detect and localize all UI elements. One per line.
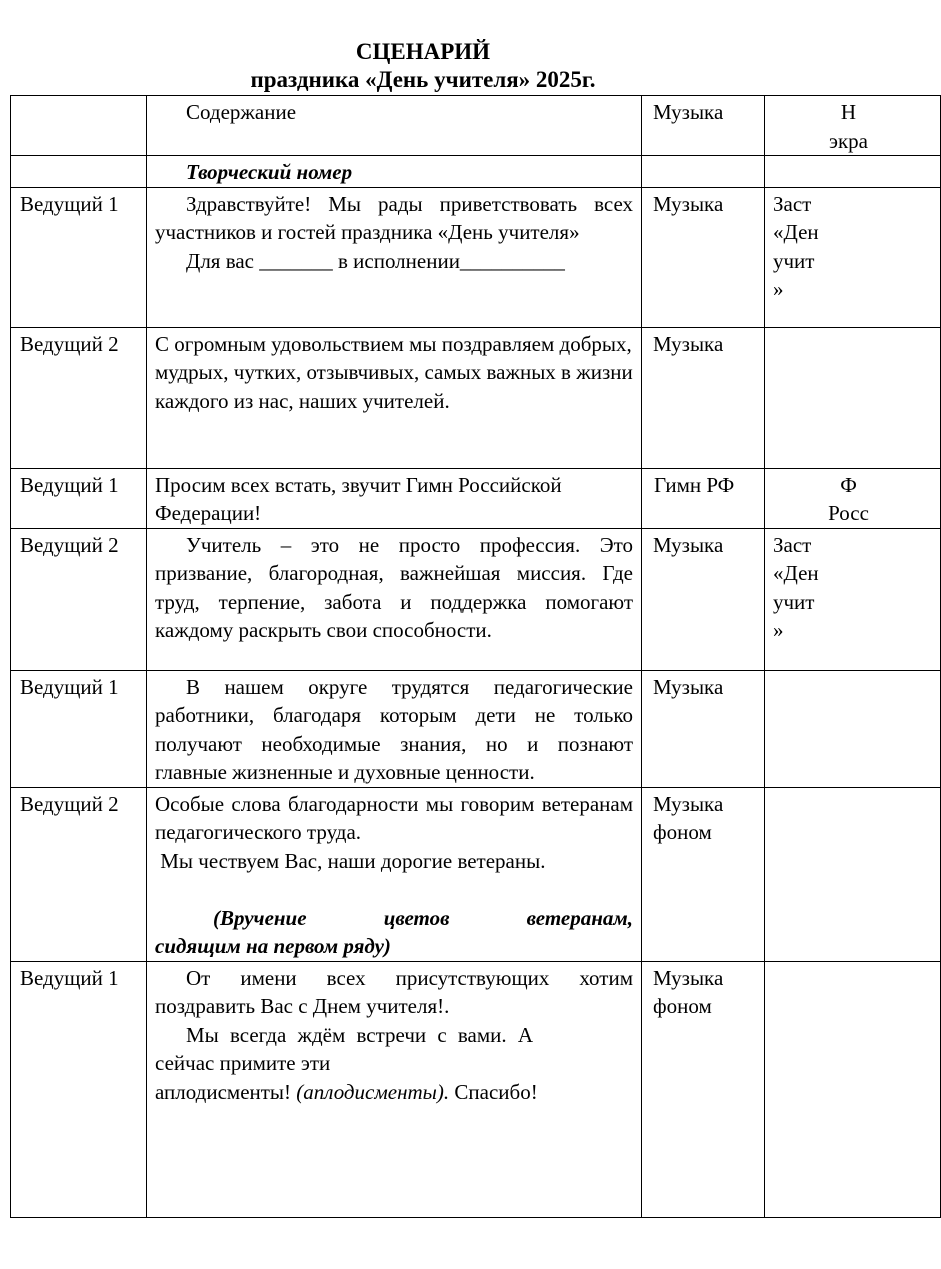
content-text: Спасибо! [454, 1079, 538, 1104]
section-row [11, 156, 941, 188]
header-music-cell: Музыка [642, 96, 765, 156]
content-paragraph: В нашем округе трудятся педагогические работники, благодаря которым дети не только получают необходимые знания, но и познают главные жизненные и духовные ценности. [155, 674, 633, 784]
content-paragraph: Мы всегда ждём встречи с вами. А сейчас примите эти [155, 1022, 533, 1075]
content-paragraph: Здравствуйте! Мы рады приветствовать всех участников и гостей праздника «День учителя» [155, 191, 633, 244]
table-row [11, 468, 941, 528]
content-paragraph: Мы чествуем Вас, наши дорогие ветераны. [155, 848, 546, 873]
stage-direction: сидящим на первом ряду) [155, 934, 391, 958]
section-speaker-cell [11, 156, 147, 188]
screen-cell [765, 327, 941, 468]
speaker-cell: Ведущий 2 [11, 787, 147, 961]
header-speaker-cell [11, 96, 147, 156]
table-row [11, 670, 941, 787]
table-row [11, 961, 941, 1217]
content-cell [147, 528, 642, 670]
content-cell [147, 187, 642, 327]
screen-cell [765, 961, 941, 1217]
stage-direction: (аплодисменты). [296, 1079, 450, 1104]
stage-direction: (Вручение цветов ветеранам, [213, 905, 633, 930]
content-paragraph: Просим всех встать, звучит Гимн Российской Федерации! [155, 472, 562, 525]
content-cell [147, 468, 642, 528]
table-row [11, 187, 941, 327]
table-header-row [11, 96, 941, 156]
content-cell [147, 961, 642, 1217]
page-title: СЦЕНАРИЙ [355, 39, 491, 64]
music-cell: Гимн РФ [642, 468, 765, 528]
music-cell: Музыка [642, 528, 765, 670]
speaker-cell: Ведущий 2 [11, 327, 147, 468]
speaker-cell: Ведущий 2 [11, 528, 147, 670]
screen-cell: Ф Росс [765, 468, 941, 528]
content-paragraph [155, 1078, 633, 1107]
content-cell [147, 670, 642, 787]
scenario-table [10, 95, 941, 1218]
content-cell [147, 327, 642, 468]
content-paragraph: Учитель – это не просто профессия. Это призвание, благородная, важнейшая миссия. Где труд, терпение, забота и поддержка помогают каждому раскрыть свои способности. [155, 532, 633, 642]
content-paragraph: С огромным удовольствием мы поздравляем добрых, мудрых, чутких, отзывчивых, самых важных в жизни каждого из нас, наших учителей. [155, 331, 633, 413]
page-subtitle: праздника «День учителя» 2025г. [250, 67, 596, 92]
header-content-cell: Содержание [147, 96, 642, 156]
content-paragraph: От имени всех присутствующих хотим поздравить Вас с Днем учителя!. [155, 965, 633, 1018]
section-music-cell [642, 156, 765, 188]
header-screen-cell: Н экра [765, 96, 941, 156]
table-row [11, 327, 941, 468]
blank-line [155, 875, 633, 904]
table-row [11, 787, 941, 961]
speaker-cell: Ведущий 1 [11, 670, 147, 787]
music-cell: Музыка [642, 327, 765, 468]
section-screen-cell [765, 156, 941, 188]
music-cell: Музыка [642, 187, 765, 327]
content-paragraph: Особые слова благодарности мы говорим ветеранам педагогического труда. [155, 791, 633, 844]
screen-cell [765, 670, 941, 787]
screen-cell [765, 787, 941, 961]
section-title: Творческий номер [147, 156, 642, 188]
screen-cell: Заст «Ден учит » [765, 528, 941, 670]
content-cell [147, 787, 642, 961]
speaker-cell: Ведущий 1 [11, 468, 147, 528]
music-cell: Музыка фоном [642, 787, 765, 961]
speaker-cell: Ведущий 1 [11, 961, 147, 1217]
speaker-cell: Ведущий 1 [11, 187, 147, 327]
table-row [11, 528, 941, 670]
content-paragraph: Для вас _______ в исполнении__________ [186, 248, 565, 273]
screen-cell: Заст «Ден учит » [765, 187, 941, 327]
music-cell: Музыка [642, 670, 765, 787]
content-text: аплодисменты! [155, 1079, 292, 1104]
music-cell: Музыка фоном [642, 961, 765, 1217]
